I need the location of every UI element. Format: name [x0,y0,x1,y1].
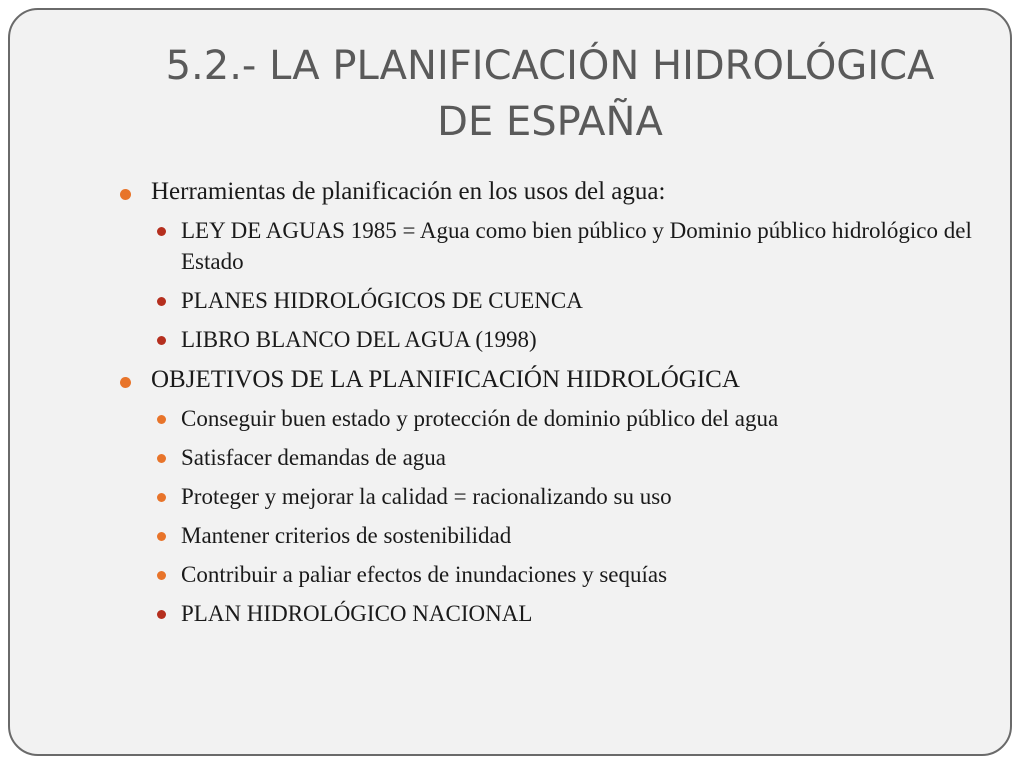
list-item [151,481,995,512]
list-item [151,598,995,629]
bullet-dot-icon [120,189,131,200]
bullet-dot-icon [157,610,166,619]
bullet-list [115,175,995,637]
section-objectives [115,363,995,629]
bullet-dot-icon [157,336,166,345]
list-item [151,285,995,316]
slide-title [80,38,1012,150]
list-item [151,324,995,355]
bullet-dot-icon [157,493,166,502]
bullet-dot-icon [157,571,166,580]
list-item-text: Satisfacer demandas de agua [181,445,447,470]
list-item-text: Conseguir buen estado y protección de dominio público del agua [181,406,779,431]
slide [8,8,1012,756]
list-item [151,559,995,590]
bullet-dot-icon [157,227,166,236]
bullet-dot-icon [157,297,166,306]
list-item [151,442,995,473]
list-item [151,403,995,434]
bullet-dot-icon [157,415,166,424]
list-item-text: Proteger y mejorar la calidad = racionalizando su uso [181,484,672,509]
slide-title-line-1: 5.2.- LA PLANIFICACIÓN HIDROLÓGICA [165,43,935,89]
bullet-dot-icon [157,532,166,541]
section-heading: OBJETIVOS DE LA PLANIFICACIÓN HIDROLÓGICA [151,366,740,393]
section-tools [115,175,995,355]
list-item-text: LEY DE AGUAS 1985 = Agua como bien público y Dominio público hidrológico del Estado [181,218,972,274]
bullet-dot-icon [120,377,131,388]
bullet-dot-icon [157,454,166,463]
list-item-text: PLAN HIDROLÓGICO NACIONAL [181,601,533,626]
slide-title-line-2: DE ESPAÑA [437,99,663,145]
list-item-text: Contribuir a paliar efectos de inundaciones y sequías [181,562,668,587]
list-item-text: Mantener criterios de sostenibilidad [181,523,512,548]
list-item [151,215,995,277]
section-heading: Herramientas de planificación en los usos del agua: [151,178,666,205]
sub-list [151,403,995,629]
list-item-text: LIBRO BLANCO DEL AGUA (1998) [181,327,537,352]
sub-list [151,215,995,355]
list-item-text: PLANES HIDROLÓGICOS DE CUENCA [181,288,583,313]
list-item [151,520,995,551]
